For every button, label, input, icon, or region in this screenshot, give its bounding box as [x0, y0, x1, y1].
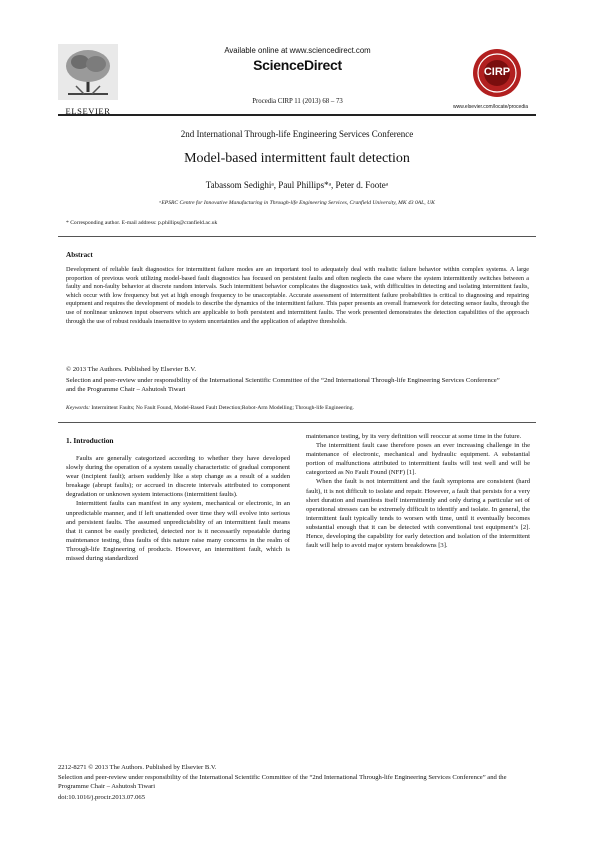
- author-list: Tabassom Sedighiᵃ, Paul Phillips*ᵃ, Peter d. Footeᵃ: [205, 180, 389, 190]
- procedia-url: www.elsevier.com/locate/procedia: [452, 104, 529, 110]
- cirp-logo: [472, 48, 522, 98]
- affiliation: ᵃEPSRC Centre for Innovative Manufacturing in Through-life Engineering Services, Cranfield University, MK 43 0AL, UK: [159, 200, 435, 206]
- intro-paragraph: The intermittent fault case therefore poses an ever increasing challenge in the maintenance of electronic, mechanical and hydraulic equipment. A substantial portion of malfunctions attributed to intermittent faults will test well and will be categorized as No Fault Found (NFF) [1].: [306, 442, 530, 477]
- abstract-heading: Abstract: [66, 251, 93, 259]
- sciencedirect-brand: ScienceDirect: [253, 57, 342, 73]
- intro-paragraph: When the fault is not intermittent and the fault symptoms are consistent (hard fault), it is not difficult to isolate and repair. However, a fault that persists for a very short duration and manifests itself intermittently and only during a particular set of operational stresses can be extremely difficult to identify and isolate. In general, the intermittent fault typically tends to worsen with time, until it eventually becomes substantial enough that it can be detected with conventional test equipment’s [2]. Hence, developing the capability for early detection and isolation of the intermittent fault will help to avoid major system breakdowns [3].: [306, 478, 530, 550]
- abstract-selection: Selection and peer-review under responsibility of the International Scientific Committee of the “2nd International Through-life Engineering Services Conference” and the Programme Chair – Ashutosh Tiwari: [66, 377, 500, 393]
- abstract-bottom-rule: [58, 422, 536, 423]
- elsevier-logo: [58, 44, 118, 116]
- intro-paragraph: maintenance testing, by its very definition will reoccur at some time in the future.: [306, 433, 522, 440]
- section-1-heading: 1. Introduction: [66, 436, 114, 445]
- corresponding-author: * Corresponding author. E-mail address: p.phillips@cranfield.ac.uk: [66, 220, 218, 226]
- elsevier-wordmark: ELSEVIER: [65, 106, 111, 116]
- footer-doi: doi:10.1016/j.procir.2013.07.065: [58, 794, 145, 801]
- journal-reference: Procedia CIRP 11 (2013) 68 – 73: [252, 98, 343, 105]
- abstract-copyright: © 2013 The Authors. Published by Elsevier B.V.: [66, 366, 197, 373]
- keywords-list: Intermittent Faults; No Fault Found, Model-Based Fault Detection;Robot-Arm Modelling; Through-life Engineering.: [90, 405, 354, 411]
- conference-name: 2nd International Through-life Engineering Services Conference: [180, 129, 414, 139]
- keywords-label: Keywords:: [66, 405, 91, 411]
- cirp-logo-label: CIRP: [483, 66, 511, 78]
- keywords: [66, 404, 529, 412]
- intro-paragraph: Intermittent faults can manifest in any system, mechanical or electronic, in an unpredictable manner, and if left unattended over time they will evolve into serious and persistent faults. The assumed unpredictability of an intermittent fault means that it cannot be easily predicted, detected nor is it necessarily repeatable during maintenance testing, thus faults of this nature raise many concerns in the realm of Through-life Engineering of products. However, an intermittent fault, which is missed during standardized: [66, 500, 290, 563]
- abstract-text: Development of reliable fault diagnostics for intermittent failure modes are an important tool to adequately deal with realistic failure behavior within complex systems. A large proportion of previous work utilizing model-based fault diagnostics has focused on persistent faults and often neglects the case where the system intermittently switches between a faulty and non-faulty behavior at discrete random intervals. Such intermittent behavior complicates the diagnostics task, with difficulties in detecting and isolating intermittent faults, which occur with low frequency but yet at high enough frequency to be unacceptable. Accurate assessment of intermittent failure probabilities is critical to diagnosing and repairing equipment and requires the development of models to describe the dynamics of the intermittent failure. This paper presents an overall framework for detecting sensor faults, through the use of nonlinear unknown input observers which are applicable to both persistent and intermittent faults. The work presented demonstrates the detection capabilities of the approach through the use of robust residuals insensitive to system uncertainties and the application of adaptive thresholds.: [66, 266, 529, 325]
- intro-paragraph: Faults are generally categorized according to whether they have developed slowly during the operation of a system usually characteristic of gradual component wear (incipient fault); arisen suddenly like a step change as a result of a sudden breakage (abrupt faults); or accrued in discrete intervals attributed to component degradation or unknown system interactions (intermittent faults).: [66, 455, 290, 499]
- available-online: Available online at www.sciencedirect.com: [224, 46, 371, 55]
- header-rule: [58, 114, 536, 116]
- elsevier-tree-icon: [58, 44, 118, 100]
- footer-selection: Selection and peer-review under responsibility of the International Scientific Committee of the “2nd International Through-life Engineering Services Conference” and the Programme Chair – Ashutosh Tiwari: [58, 774, 507, 790]
- paper-title: Model-based intermittent fault detection: [184, 151, 410, 166]
- footer-issn: 2212-8271 © 2013 The Authors. Published by Elsevier B.V.: [58, 764, 217, 771]
- left-column: [66, 454, 290, 563]
- right-column: [306, 432, 530, 550]
- abstract-top-rule: [58, 236, 536, 237]
